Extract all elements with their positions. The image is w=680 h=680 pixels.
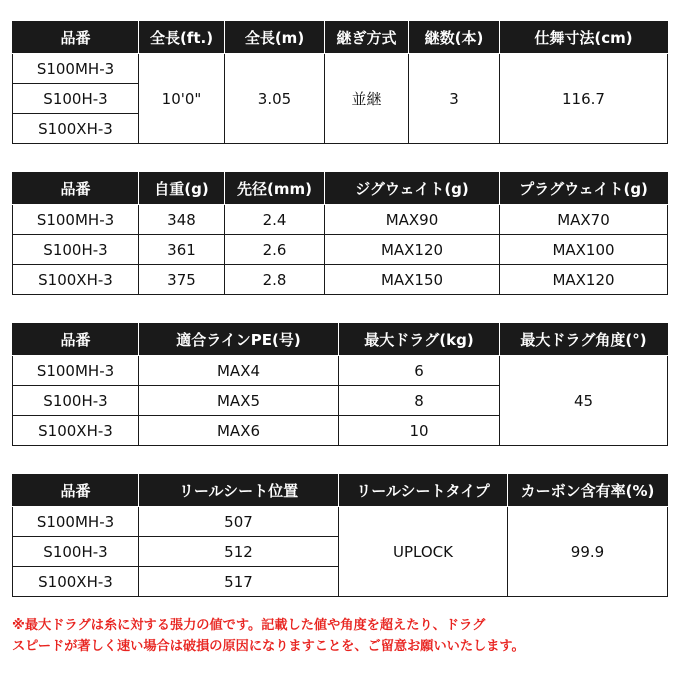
drag-warning-note-line-2: スピードが著しく速い場合は破損の原因になりますことを、ご留意お願いいたします。: [12, 639, 525, 654]
jig-weight-cell: MAX150: [325, 265, 500, 295]
reel-seat-position-cell: 517: [139, 567, 339, 597]
tip-diameter-cell: 2.6: [225, 235, 325, 265]
model-cell: S100H-3: [13, 537, 139, 567]
header-max-drag-angle: 最大ドラグ角度(°): [500, 324, 668, 356]
closed-length-cell: 116.7: [500, 54, 668, 144]
spec-table-reel-seat: [12, 474, 668, 597]
model-cell: S100XH-3: [13, 567, 139, 597]
header-model: 品番: [13, 324, 139, 356]
header-jig-weight: ジグウェイト(g): [325, 173, 500, 205]
model-cell: S100H-3: [13, 386, 139, 416]
pieces-cell: 3: [409, 54, 500, 144]
reel-seat-position-cell: 507: [139, 507, 339, 537]
max-drag-cell: 10: [339, 416, 500, 446]
model-cell: S100H-3: [13, 84, 139, 114]
line-pe-cell: MAX4: [139, 356, 339, 386]
table-row: [13, 507, 668, 537]
header-carbon-content: カーボン含有率(%): [508, 475, 668, 507]
header-length-m: 全長(m): [225, 22, 325, 54]
jig-weight-cell: MAX90: [325, 205, 500, 235]
header-model: 品番: [13, 22, 139, 54]
plug-weight-cell: MAX100: [500, 235, 668, 265]
header-model: 品番: [13, 475, 139, 507]
table-header-row: [13, 22, 668, 54]
table-header-row: [13, 324, 668, 356]
plug-weight-cell: MAX70: [500, 205, 668, 235]
header-model: 品番: [13, 173, 139, 205]
header-plug-weight: プラグウェイト(g): [500, 173, 668, 205]
header-line-pe: 適合ラインPE(号): [139, 324, 339, 356]
jig-weight-cell: MAX120: [325, 235, 500, 265]
joint-type-cell: 並継: [325, 54, 409, 144]
header-closed-length: 仕舞寸法(cm): [500, 22, 668, 54]
table-header-row: [13, 173, 668, 205]
spec-table-weight: [12, 172, 668, 295]
model-cell: S100MH-3: [13, 356, 139, 386]
max-drag-angle-cell: 45: [500, 356, 668, 446]
length-m-cell: 3.05: [225, 54, 325, 144]
header-pieces: 継数(本): [409, 22, 500, 54]
weight-cell: 375: [139, 265, 225, 295]
drag-warning-note-line-1: ※最大ドラグは糸に対する張力の値です。記載した値や角度を超えたり、ドラグ: [12, 618, 486, 633]
model-cell: S100H-3: [13, 235, 139, 265]
table-row: [13, 54, 668, 84]
weight-cell: 348: [139, 205, 225, 235]
table-header-row: [13, 475, 668, 507]
max-drag-cell: 8: [339, 386, 500, 416]
model-cell: S100MH-3: [13, 54, 139, 84]
reel-seat-type-cell: UPLOCK: [339, 507, 508, 597]
model-cell: S100MH-3: [13, 507, 139, 537]
tip-diameter-cell: 2.8: [225, 265, 325, 295]
header-length-ft: 全長(ft.): [139, 22, 225, 54]
plug-weight-cell: MAX120: [500, 265, 668, 295]
model-cell: S100XH-3: [13, 114, 139, 144]
table-row: [13, 235, 668, 265]
header-max-drag: 最大ドラグ(kg): [339, 324, 500, 356]
header-weight: 自重(g): [139, 173, 225, 205]
table-row: [13, 356, 668, 386]
header-reel-seat-position: リールシート位置: [139, 475, 339, 507]
header-joint-type: 継ぎ方式: [325, 22, 409, 54]
model-cell: S100XH-3: [13, 416, 139, 446]
max-drag-cell: 6: [339, 356, 500, 386]
tip-diameter-cell: 2.4: [225, 205, 325, 235]
weight-cell: 361: [139, 235, 225, 265]
reel-seat-position-cell: 512: [139, 537, 339, 567]
model-cell: S100MH-3: [13, 205, 139, 235]
table-row: [13, 205, 668, 235]
spec-table-drag: [12, 323, 668, 446]
length-ft-cell: 10'0": [139, 54, 225, 144]
header-tip-diameter: 先径(mm): [225, 173, 325, 205]
spec-table-length: [12, 21, 668, 144]
line-pe-cell: MAX6: [139, 416, 339, 446]
line-pe-cell: MAX5: [139, 386, 339, 416]
table-row: [13, 265, 668, 295]
model-cell: S100XH-3: [13, 265, 139, 295]
header-reel-seat-type: リールシートタイプ: [339, 475, 508, 507]
carbon-content-cell: 99.9: [508, 507, 668, 597]
